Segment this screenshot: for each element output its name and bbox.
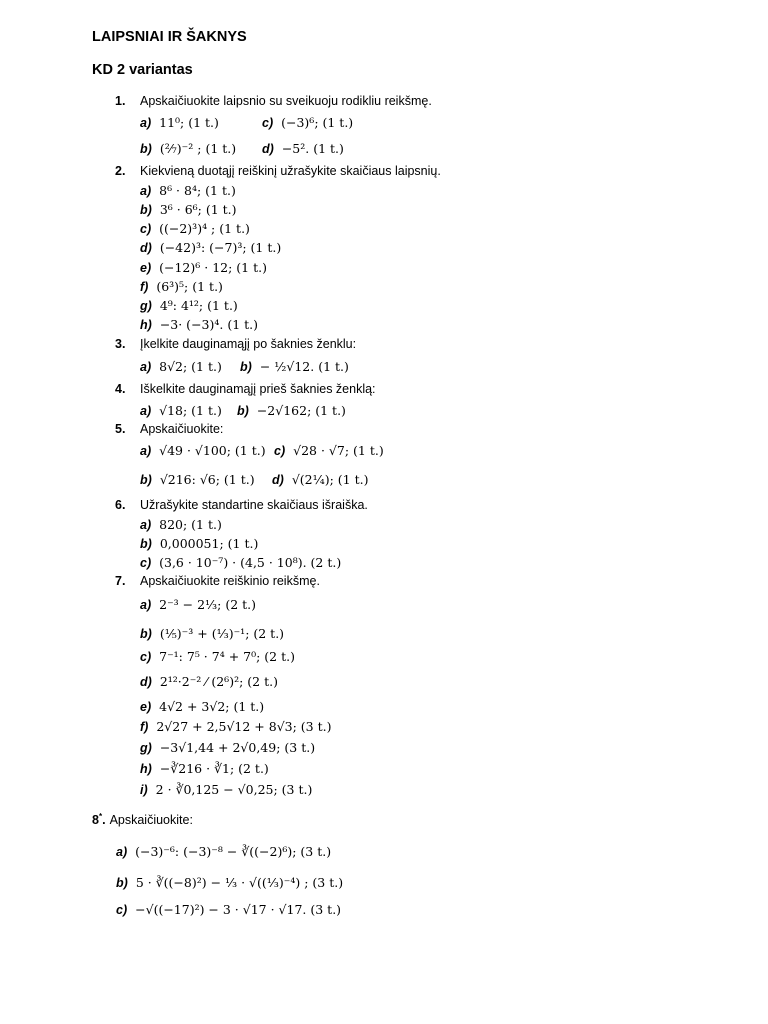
question-text: Apskaičiuokite reiškinio reikšmę. bbox=[140, 574, 320, 588]
page-title: LAIPSNIAI IR ŠAKNYS bbox=[92, 29, 247, 45]
item-label: g) bbox=[140, 741, 152, 755]
question-number: 1. bbox=[115, 94, 126, 108]
question-6-item bbox=[140, 555, 341, 570]
question-4-item bbox=[140, 403, 222, 418]
item-expression: 5 · ∛((−8)²) − ⅓ · √((⅓)⁻⁴) ; (3 t.) bbox=[135, 875, 344, 890]
item-expression: 3⁶ · 6⁶; (1 t.) bbox=[159, 202, 237, 217]
item-label: e) bbox=[140, 700, 152, 714]
item-label: c) bbox=[140, 650, 152, 664]
question-7-item bbox=[140, 719, 331, 734]
question-5-item bbox=[140, 472, 255, 487]
question-6-item bbox=[140, 517, 222, 532]
question-6-item bbox=[140, 536, 258, 551]
item-label: a) bbox=[140, 404, 152, 418]
question-5 bbox=[115, 422, 223, 436]
item-expression: 4√2 + 3√2; (1 t.) bbox=[159, 699, 265, 714]
item-expression: −3√1,44 + 2√0,49; (3 t.) bbox=[159, 740, 316, 755]
item-expression: √49 · √100; (1 t.) bbox=[159, 443, 266, 458]
question-6 bbox=[115, 498, 368, 512]
item-label: c) bbox=[140, 222, 152, 236]
item-expression: (−3)⁶; (1 t.) bbox=[281, 115, 354, 130]
item-expression: (3,6 · 10⁻⁷) · (4,5 · 10⁸). (2 t.) bbox=[159, 555, 342, 570]
question-7 bbox=[115, 574, 320, 588]
item-expression: 4⁹: 4¹²; (1 t.) bbox=[159, 298, 238, 313]
question-number: 7. bbox=[115, 574, 126, 588]
item-label: c) bbox=[274, 444, 286, 458]
item-label: a) bbox=[140, 360, 152, 374]
question-5-item bbox=[140, 443, 266, 458]
item-label: h) bbox=[140, 762, 152, 776]
item-expression: 2 · ∛0,125 − √0,25; (3 t.) bbox=[155, 782, 313, 797]
star-mark: * bbox=[98, 812, 103, 821]
item-expression: √(2¼); (1 t.) bbox=[291, 472, 369, 487]
question-2-item bbox=[140, 317, 258, 332]
question-number: 6. bbox=[115, 498, 126, 512]
item-label: e) bbox=[140, 261, 152, 275]
question-4-item bbox=[237, 403, 346, 418]
item-expression: √28 · √7; (1 t.) bbox=[293, 443, 384, 458]
item-expression: 2√27 + 2,5√12 + 8√3; (3 t.) bbox=[156, 719, 332, 734]
question-7-item bbox=[140, 740, 315, 755]
item-expression: 8√2; (1 t.) bbox=[159, 359, 222, 374]
item-expression: 11⁰; (1 t.) bbox=[159, 115, 219, 130]
question-text: Apskaičiuokite: bbox=[109, 813, 193, 828]
item-expression: −5². (1 t.) bbox=[281, 141, 344, 156]
item-label: b) bbox=[116, 876, 128, 890]
question-7-item bbox=[140, 597, 256, 612]
item-label: b) bbox=[140, 142, 152, 156]
question-2-item bbox=[140, 183, 236, 198]
item-label: a) bbox=[140, 598, 152, 612]
item-expression: √18; (1 t.) bbox=[159, 403, 222, 418]
item-label: b) bbox=[140, 203, 152, 217]
question-2-item bbox=[140, 260, 267, 275]
question-3-item bbox=[140, 359, 222, 374]
question-number: 5. bbox=[115, 422, 126, 436]
item-label: d) bbox=[262, 142, 274, 156]
item-expression: −2√162; (1 t.) bbox=[256, 403, 346, 418]
page-subtitle: KD 2 variantas bbox=[92, 62, 193, 78]
question-7-item bbox=[140, 626, 284, 641]
item-expression: 2⁻³ − 2⅓; (2 t.) bbox=[159, 597, 257, 612]
question-text: Iškelkite dauginamąjį prieš šaknies ženklą: bbox=[140, 382, 376, 396]
question-number: 4. bbox=[115, 382, 126, 396]
question-3-item bbox=[240, 359, 349, 374]
item-label: b) bbox=[237, 404, 249, 418]
item-label: a) bbox=[140, 518, 152, 532]
question-7-item bbox=[140, 761, 269, 776]
item-label: f) bbox=[140, 280, 149, 294]
item-expression: √216: √6; (1 t.) bbox=[159, 472, 255, 487]
question-text: Užrašykite standartine skaičiaus išraiška. bbox=[140, 498, 368, 512]
item-expression: (−3)⁻⁶: (−3)⁻⁸ − ∛((−2)⁶); (3 t.) bbox=[135, 844, 332, 859]
item-expression: 8⁶ · 8⁴; (1 t.) bbox=[159, 183, 236, 198]
question-2-item bbox=[140, 279, 223, 294]
question-7-item bbox=[140, 699, 264, 714]
item-expression: −∛216 · ∛1; (2 t.) bbox=[159, 761, 269, 776]
item-label: b) bbox=[140, 537, 152, 551]
item-label: a) bbox=[140, 184, 152, 198]
item-expression: − ½√12. (1 t.) bbox=[259, 359, 349, 374]
question-text: Įkelkite dauginamąjį po šaknies ženklu: bbox=[140, 337, 357, 351]
question-text: Apskaičiuokite laipsnio su sveikuoju rodikliu reikšmę. bbox=[140, 94, 432, 108]
question-2-item bbox=[140, 298, 238, 313]
item-label: i) bbox=[140, 783, 148, 797]
item-expression: (−42)³: (−7)³; (1 t.) bbox=[159, 240, 282, 255]
item-expression: −3· (−3)⁴. (1 t.) bbox=[159, 317, 258, 332]
item-expression: (−12)⁶ · 12; (1 t.) bbox=[159, 260, 267, 275]
question-1-item bbox=[262, 115, 353, 130]
item-label: c) bbox=[116, 903, 128, 917]
question-1-item bbox=[140, 115, 219, 130]
item-expression: 2¹²·2⁻² ⁄ (2⁶)²; (2 t.) bbox=[159, 674, 278, 689]
item-label: h) bbox=[140, 318, 152, 332]
item-expression: 7⁻¹: 7⁵ · 7⁴ + 7⁰; (2 t.) bbox=[159, 649, 295, 664]
question-text: Apskaičiuokite: bbox=[140, 422, 224, 436]
item-expression: 0,000051; (1 t.) bbox=[159, 536, 259, 551]
item-label: b) bbox=[140, 473, 152, 487]
question-4 bbox=[115, 382, 376, 396]
question-8-item bbox=[116, 844, 331, 859]
question-5-item bbox=[272, 472, 368, 487]
question-2-item bbox=[140, 202, 237, 217]
question-2 bbox=[115, 164, 441, 178]
item-label: a) bbox=[140, 116, 152, 130]
item-expression: (6³)⁵; (1 t.) bbox=[156, 279, 223, 294]
question-number: 2. bbox=[115, 164, 126, 178]
question-text: Kiekvieną duotąjį reiškinį užrašykite skaičiaus laipsnių. bbox=[140, 164, 441, 178]
item-label: d) bbox=[272, 473, 284, 487]
question-7-item bbox=[140, 782, 312, 797]
question-5-item bbox=[274, 443, 384, 458]
item-label: b) bbox=[140, 627, 152, 641]
question-2-item bbox=[140, 221, 250, 236]
item-expression: −√((−17)²) − 3 · √17 · √17. (3 t.) bbox=[135, 902, 342, 917]
question-8-item bbox=[116, 875, 343, 890]
item-label: g) bbox=[140, 299, 152, 313]
item-expression: ((−2)³)⁴ ; (1 t.) bbox=[159, 221, 250, 236]
question-7-item bbox=[140, 649, 295, 664]
question-1-item bbox=[140, 141, 236, 156]
question-7-item bbox=[140, 674, 278, 689]
question-number: 8*. bbox=[92, 812, 106, 828]
question-8 bbox=[92, 812, 193, 827]
item-label: f) bbox=[140, 720, 149, 734]
item-expression: 820; (1 t.) bbox=[159, 517, 222, 532]
question-2-item bbox=[140, 240, 281, 255]
item-label: a) bbox=[140, 444, 152, 458]
item-label: d) bbox=[140, 675, 152, 689]
item-label: a) bbox=[116, 845, 128, 859]
item-label: b) bbox=[240, 360, 252, 374]
question-8-item bbox=[116, 902, 341, 917]
item-label: d) bbox=[140, 241, 152, 255]
item-expression: (²⁄₇)⁻² ; (1 t.) bbox=[159, 141, 237, 156]
question-1-item bbox=[262, 141, 344, 156]
item-label: c) bbox=[140, 556, 152, 570]
item-label: c) bbox=[262, 116, 274, 130]
question-number: 3. bbox=[115, 337, 126, 351]
question-1 bbox=[115, 94, 432, 108]
question-3 bbox=[115, 337, 356, 351]
item-expression: (⅕)⁻³ + (⅓)⁻¹; (2 t.) bbox=[159, 626, 285, 641]
